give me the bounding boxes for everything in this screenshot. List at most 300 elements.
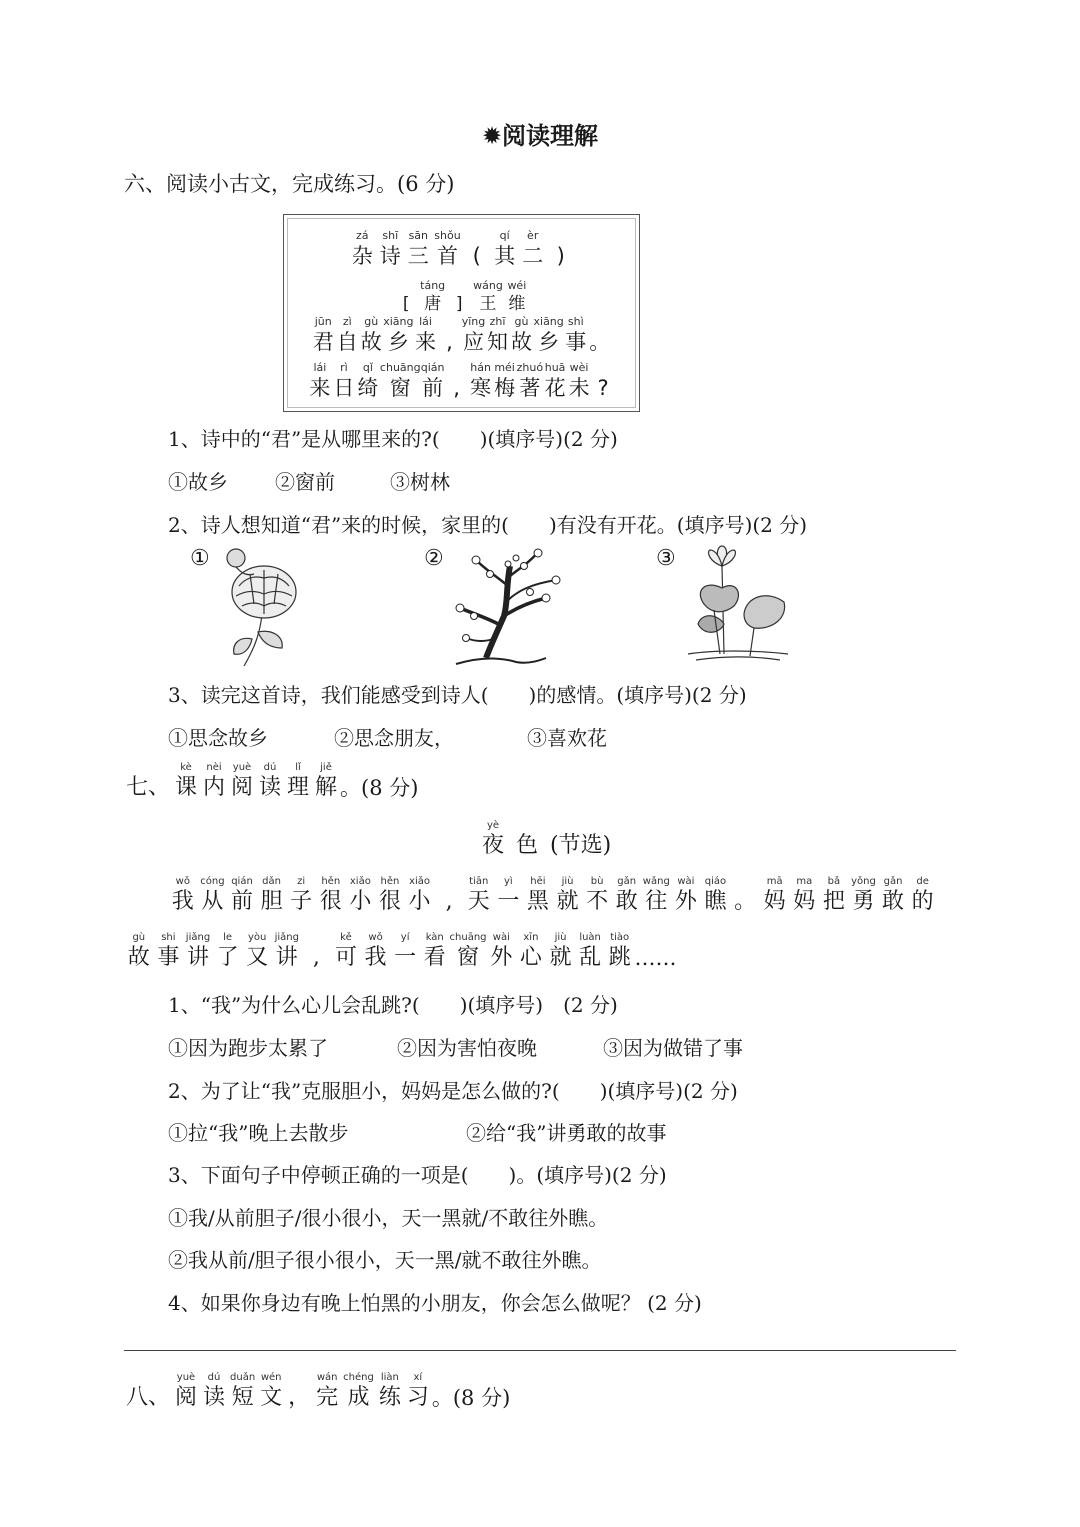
pinyin: bǎ [827,876,841,887]
ruby-cell [701,876,731,916]
ruby-cell [124,932,154,972]
pinyin [525,820,528,832]
pinyin: tiān [469,876,489,887]
pinyin: qián [420,361,445,374]
ruby-cell [230,762,254,802]
picture-label-3: ③ [656,546,676,571]
pinyin: yǒng [851,876,876,887]
hanzi: 色 [516,833,539,858]
ruby-cell [126,762,170,802]
hanzi: 跳 [608,945,631,970]
hanzi: 。 [734,889,757,914]
ruby-cell [242,932,272,972]
ruby-cell [487,932,517,972]
ruby-cell [760,876,790,916]
pinyin: jiǎng [185,932,211,943]
pinyin: jiǎng [274,932,299,943]
heading-tail: 。(8 分) [431,1386,511,1410]
pinyin: wáng [473,279,503,292]
pinyin: gǎn [617,876,637,887]
pinyin: yòu [247,932,267,943]
ruby-cell [642,876,672,916]
hanzi: 敢 [882,889,905,914]
pinyin: wǒ [368,932,383,943]
poem-line-1 [284,315,639,355]
pinyin: shǒu [434,229,461,242]
ruby-cell [383,315,413,355]
ruby-cell [154,932,184,972]
pinyin: yuè [176,1372,196,1383]
hanzi: 读 [259,775,282,800]
hanzi: 杂 [351,244,373,268]
ruby-cell [335,315,359,355]
pinyin: hěn [380,876,400,887]
sec7-question-4: 4、如果你身边有晚上怕黑的小朋友，你会怎么做呢？ (2 分) [168,1291,702,1315]
hanzi: , [446,330,453,354]
hanzi: , [445,889,453,914]
sec7-q3-option-1: ①我/从前胆子/很小很小，天一黑就/不敢往外瞧。 [168,1206,609,1230]
pinyin: shī [382,229,399,242]
pinyin: jūn [314,315,332,328]
hanzi: ] [455,294,463,314]
ruby-cell [405,876,435,916]
hanzi: 完 [316,1385,339,1410]
pinyin: èr [527,229,539,242]
pinyin: gù [364,315,379,328]
hanzi: 维 [508,294,526,314]
hanzi: 勇 [852,889,875,914]
pinyin [404,279,408,293]
hanzi: 知 [487,330,508,354]
hanzi: 三 [407,244,429,268]
hanzi: 很 [319,889,342,914]
hanzi: 应 [463,330,484,354]
hanzi: 外 [674,889,697,914]
hanzi: 可 [334,945,357,970]
pinyin: wán [316,1372,338,1383]
ruby-cell [521,229,545,269]
ruby-cell [450,932,487,972]
pinyin: wén [260,1372,282,1383]
sec7-question-3: 3、下面句子中停顿正确的一项是( )。(填序号)(2 分) [168,1163,667,1187]
pinyin: zi [297,876,306,887]
ruby-cell [819,876,849,916]
ruby-cell [350,229,374,269]
hanzi: 把 [822,889,845,914]
hanzi: 阅 [175,1385,198,1410]
ruby-cell [516,820,538,860]
sec7-question-1: 1、“我”为什么心儿会乱跳?( )(填序号) (2 分) [168,993,618,1017]
pinyin: ma [796,876,813,887]
hanzi: 天 [467,889,490,914]
pinyin: hēi [530,876,546,887]
ruby-cell [311,315,335,355]
ruby-cell [591,361,615,401]
lotus-icon [684,544,792,666]
pinyin: shi [161,932,176,943]
pinyin: luàn [579,932,601,943]
hanzi: 故 [511,330,532,354]
ruby-cell [543,361,567,401]
hanzi: 。 [589,330,611,354]
hanzi: 寒 [470,376,492,400]
chrysanthemum-icon [214,544,314,669]
hanzi: 诗 [379,244,401,268]
ruby-cell [849,876,879,916]
pinyin: qí [499,229,510,242]
sec7-q2-option-2: ②给“我”讲勇敢的故事 [466,1121,667,1145]
pinyin: kàn [425,932,444,943]
hanzi: 君 [312,330,334,354]
pinyin: de [916,876,929,887]
hanzi: 我 [171,889,194,914]
ruby-cell [546,932,576,972]
pinyin: táng [420,279,446,292]
ruby-cell [612,876,642,916]
pinyin: liàn [380,1372,399,1383]
pinyin: jiě [320,762,332,773]
pinyin: shì [567,315,584,328]
ruby-cell [575,932,605,972]
hanzi: 王 [479,294,497,314]
ruby-cell [174,762,198,802]
hanzi: 讲 [275,945,298,970]
hanzi: 练 [378,1385,401,1410]
ruby-cell [434,876,464,916]
pinyin [448,876,451,888]
hanzi: 绮 [357,376,379,400]
pinyin [475,229,479,243]
pinyin: xiǎo [409,876,431,887]
hanzi: 夜 [482,833,505,858]
ruby-cell [308,361,332,401]
hanzi: 理 [287,775,310,800]
sec7-q3-option-2: ②我从前/胆子很小很小，天一黑/就不敢往外瞧。 [168,1248,602,1272]
ruby-cell [315,1372,339,1412]
ruby-cell [259,1372,283,1412]
pinyin: chuāng [379,361,421,374]
hanzi: 首 [437,244,458,268]
poem-author [284,279,639,315]
ruby-cell [356,361,380,401]
ruby-cell [473,279,503,315]
hanzi: 日 [333,376,355,400]
hanzi: 课 [175,775,198,800]
pinyin: wèi [569,361,589,374]
hanzi: 解 [315,775,338,800]
pinyin: méi [494,361,515,374]
pinyin [315,932,318,944]
pinyin: yí [400,932,410,943]
ruby-cell [462,315,486,355]
ruby-cell [434,229,460,269]
hanzi: 往 [645,889,668,914]
pinyin [146,762,149,774]
pinyin [455,361,459,375]
ruby-cell [493,229,517,269]
pinyin: nèi [206,762,222,773]
pinyin [457,279,461,293]
ruby-cell [258,762,282,802]
hanzi: , [312,945,320,970]
ruby-cell [493,361,517,401]
hanzi: 乡 [387,330,409,354]
hanzi: 窗 [457,945,480,970]
hanzi: 不 [586,889,609,914]
hanzi: 事 [157,945,180,970]
poem-line-2 [284,361,639,401]
hanzi: ) [556,244,565,268]
hanzi: 看 [423,945,446,970]
pinyin: yì [503,876,513,887]
sec7-question-2: 2、为了让“我”克服胆小，妈妈是怎么做的?( )(填序号)(2 分) [168,1079,738,1103]
heading-tail: …… [634,946,677,970]
ruby-cell [183,932,213,972]
ruby-cell [438,315,462,355]
hanzi: 的 [911,889,934,914]
ruby-cell [316,876,346,916]
hanzi: 故 [360,330,382,354]
section-7-heading [124,762,418,802]
ruby-cell [286,876,316,916]
ruby-cell [730,876,760,916]
pinyin: zhuó [516,361,544,374]
hanzi: (节选) [550,833,612,858]
hanzi: 二 [522,244,544,268]
ruby-cell [375,876,405,916]
passage-title [476,820,617,860]
hanzi: 就 [556,889,579,914]
sec6-q3-option-1: ①思念故乡 [168,726,268,750]
pinyin: kě [340,932,352,943]
sec7-q1-option-3: ③因为做错了事 [603,1036,743,1060]
hanzi: 又 [246,945,269,970]
hanzi: 其 [494,244,516,268]
poem-box [283,214,640,412]
hanzi: 自 [336,330,358,354]
hanzi: 乡 [538,330,560,354]
plum-blossom-icon [446,546,574,668]
hanzi: 瞧 [704,889,727,914]
pinyin: xiāng [383,315,414,328]
ruby-cell [534,315,564,355]
ruby-cell [378,229,402,269]
pinyin [598,315,602,329]
sec6-q3-option-2: ②思念朋友， [334,726,454,750]
hanzi: 故 [127,945,150,970]
ruby-cell [227,876,257,916]
ruby-cell [202,1372,226,1412]
ruby-cell [878,876,908,916]
hanzi: 小 [349,889,372,914]
ruby-cell [406,229,430,269]
hanzi: ( [472,244,481,268]
ruby-cell [449,279,469,315]
sec7-q1-option-2: ②因为害怕夜晚 [397,1036,537,1060]
sec7-q2-option-1: ①拉“我”晚上去散步 [168,1121,349,1145]
pinyin: chuāng [449,932,487,943]
hanzi: 敢 [615,889,638,914]
ruby-cell [421,361,445,401]
hanzi: 八、 [126,1385,171,1410]
pinyin: jiù [554,932,567,943]
pinyin [579,820,582,832]
pinyin: dú [263,762,277,773]
hanzi: ? [597,376,609,400]
ruby-cell [567,361,591,401]
pinyin: gǎn [883,876,903,887]
hanzi: 内 [203,775,226,800]
ruby-cell [789,876,819,916]
pinyin: wài [492,932,510,943]
sec7-q1-option-1: ①因为跑步太累了 [168,1036,328,1060]
ruby-cell [549,229,573,269]
pinyin: zhī [489,315,506,328]
pinyin: kè [180,762,192,773]
hanzi: 梅 [494,376,516,400]
sec6-question-3: 3、读完这首诗，我们能感受到诗人( )的感情。(填序号)(2 分) [168,683,747,707]
hanzi: 前 [230,889,253,914]
pinyin: yè [486,820,500,831]
pinyin [601,361,605,375]
ruby-cell [564,315,588,355]
ruby-cell [198,876,228,916]
ruby-cell [406,1372,430,1412]
ruby-cell [346,876,376,916]
hanzi: 我 [364,945,387,970]
pinyin: mā [766,876,783,887]
ruby-cell [272,932,302,972]
pinyin: jiù [561,876,574,887]
pinyin: sān [408,229,429,242]
hanzi: 乱 [579,945,602,970]
hanzi: 花 [544,376,566,400]
picture-label-2: ② [424,546,444,571]
sec6-q1-option-2: ②窗前 [275,470,335,494]
pinyin [743,876,746,888]
hanzi: 小 [408,889,431,914]
ruby-cell [507,279,527,315]
hanzi: 从 [201,889,224,914]
ruby-cell [314,762,338,802]
pinyin: xí [413,1372,423,1383]
hanzi: 读 [203,1385,226,1410]
ruby-cell [359,315,383,355]
ruby-cell [390,932,420,972]
pinyin: rì [340,361,348,374]
ruby-cell [331,932,361,972]
pinyin: gù [132,932,146,943]
ruby-cell [464,876,494,916]
pinyin: dú [207,1372,221,1383]
pinyin: hán [470,361,491,374]
ruby-cell [126,1372,170,1412]
pinyin: xiāng [533,315,564,328]
hanzi: , [453,376,460,400]
pinyin: lái [313,361,327,374]
sec6-question-1: 1、诗中的“君”是从哪里来的?( )(填序号)(2 分) [168,427,618,451]
pinyin: qiáo [704,876,727,887]
hanzi: 未 [568,376,590,400]
ruby-cell [517,361,543,401]
sec6-q1-option-1: ①故乡 [168,470,228,494]
ruby-cell [414,315,438,355]
hanzi: 来 [415,330,436,354]
pinyin: huā [544,361,566,374]
sec6-q1-option-3: ③树林 [390,470,450,494]
hanzi: 成 [347,1385,370,1410]
ruby-cell [343,1372,374,1412]
hanzi: 阅 [231,775,254,800]
hanzi: 胆 [260,889,283,914]
ruby-cell [469,361,493,401]
hanzi: 七、 [126,775,171,800]
heading-tail: 。(8 分) [340,776,419,800]
poem-title [284,229,639,269]
pinyin: wǎng [642,876,670,887]
pinyin: lǐ [295,762,301,773]
ruby-cell [553,876,583,916]
ruby-cell [332,361,356,401]
ruby-cell [230,1372,255,1412]
hanzi: 就 [549,945,572,970]
pinyin: duǎn [230,1372,256,1383]
hanzi: 著 [519,376,541,400]
pinyin: bù [590,876,604,887]
ruby-cell [494,876,524,916]
hanzi: 一 [497,889,520,914]
ruby-cell [302,932,332,972]
hanzi: 事 [565,330,587,354]
ruby-cell [286,762,310,802]
pinyin: hěn [321,876,341,887]
pinyin [146,1372,149,1384]
pinyin: xiǎo [349,876,371,887]
ruby-cell [213,932,243,972]
ruby-cell [361,932,391,972]
ruby-cell [482,820,504,860]
hanzi: [ [402,294,410,314]
ruby-cell [523,876,553,916]
pinyin: lái [419,315,432,328]
picture-label-1: ① [190,546,210,571]
pinyin: qián [231,876,253,887]
ruby-cell [257,876,287,916]
pinyin: wéi [507,279,527,292]
pinyin: chéng [343,1372,374,1383]
ruby-cell [605,932,635,972]
hanzi: 文 [260,1385,283,1410]
pinyin: wài [677,876,695,887]
ruby-cell [420,932,450,972]
ruby-cell [510,315,534,355]
ruby-cell [588,315,612,355]
pinyin: dǎn [262,876,281,887]
ruby-cell [671,876,701,916]
hanzi: 来 [309,376,331,400]
pinyin [298,1372,301,1384]
ruby-cell [582,876,612,916]
hanzi: 窗 [389,376,411,400]
ruby-cell [380,361,421,401]
pinyin [448,315,452,329]
section-8-heading [124,1372,510,1412]
pinyin: le [223,932,233,943]
ruby-cell [908,876,938,916]
pinyin: yuè [232,762,252,773]
hanzi: 妈 [763,889,786,914]
ruby-cell [168,876,198,916]
